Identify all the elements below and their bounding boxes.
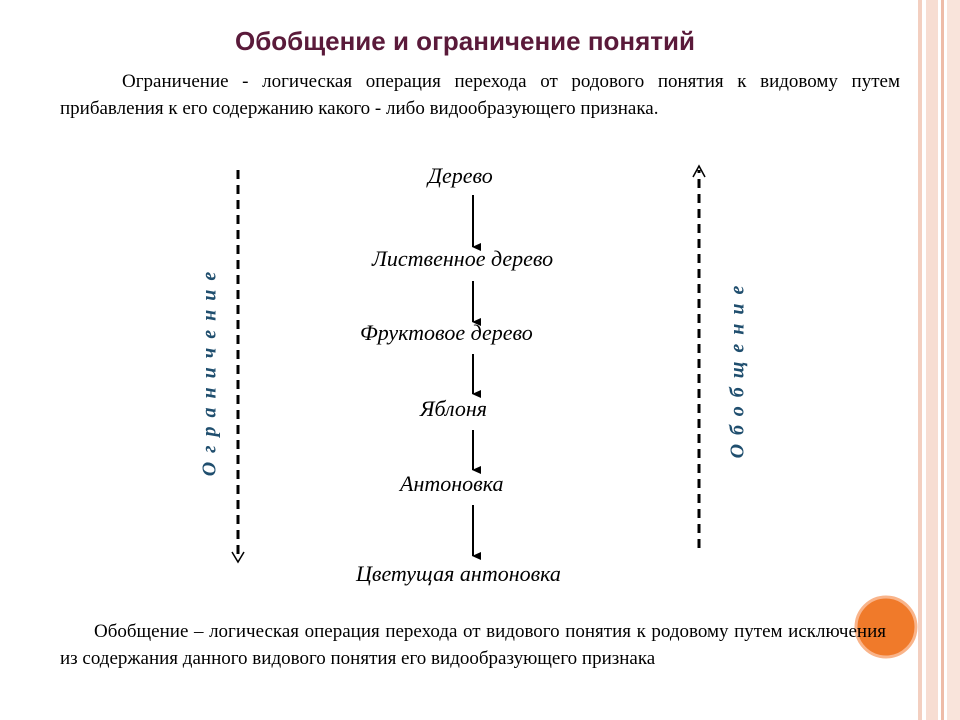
chain-node-fruit-tree: Фруктовое дерево [360, 320, 533, 345]
restriction-definition: Ограничение - логическая операция перехода от родового понятия к видовому путем прибавления к его содержанию какого - либо видообразующего признака. [60, 71, 900, 119]
chain-node-deciduous-tree: Лиственное дерево [372, 246, 554, 271]
chain-node-antonovka: Антоновка [400, 471, 504, 496]
restriction-side-label: Ограничение [198, 262, 221, 477]
chain-node-apple-tree: Яблоня [420, 396, 487, 421]
chain-node-blooming-antonovka: Цветущая антоновка [356, 561, 561, 586]
generalization-definition: Обобщение – логическая операция перехода от видового понятия к родовому путем исключения из содержания данного видового понятия его видообразующего признака [60, 621, 886, 669]
generalization-side-label: Обобщение [726, 276, 749, 459]
chain-node-tree: Дерево [428, 163, 493, 188]
restriction-dashed-arrow [232, 170, 244, 562]
generalization-dashed-arrow [693, 166, 705, 548]
slide-title: Обобщение и ограничение понятий [234, 26, 696, 56]
